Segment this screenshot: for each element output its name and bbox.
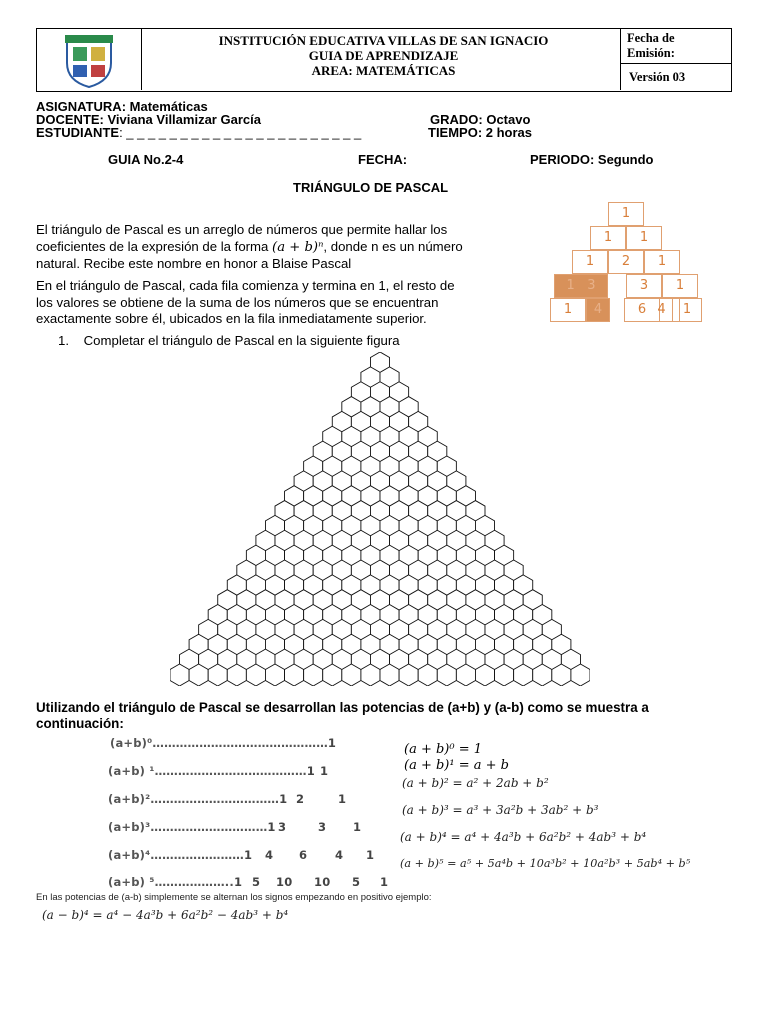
pascal-example [548,200,708,330]
binomial-expression: (a + b)ⁿ [272,239,324,255]
formula-row: (a + b)⁵ = a⁵ + 5a⁴b + 10a³b² + 10a²b³ + 5ab⁴ + b⁵ [400,857,691,870]
example-formula: (a − b)⁴ = a⁴ − 4a³b + 6a²b² − 4ab³ + b⁴ [42,908,289,922]
intro-paragraph-1: El triángulo de Pascal es un arreglo de números que permite hallar los coeficientes de la expresión de la forma (a + b)ⁿ, donde n es un número natural. Recibe este nombre en honor a Blaise Pascal [36,222,463,271]
formula-row: (a + b)⁴ = a⁴ + 4a³b + 6a²b² + 4ab³ + b⁴ [400,830,647,844]
guia-number: GUIA No.2-4 [108,152,184,167]
page-title: TRIÁNGULO DE PASCAL [293,180,449,195]
exercise-item: 1. Completar el triángulo de Pascal en la siguiente figura [58,333,400,348]
powers-heading: Utilizando el triángulo de Pascal se desarrollan las potencias de (a+b) y (a-b) como se muestra a continuación: [36,700,649,731]
hexagon-pascal-triangle [170,352,590,686]
formula-row: (a + b)⁰ = 1 [404,742,483,757]
guide-label: GUIA DE APRENDIZAJE [308,48,459,63]
pascal-cell: 1 [626,226,662,250]
header-meta-cell [620,29,732,90]
fecha-emision: Fecha de Emisión: [627,31,675,60]
pascal-cell: 2 [608,250,644,274]
periodo: PERIODO: Segundo [530,152,654,167]
pascal-cell: 1 [662,274,698,298]
tiempo: TIEMPO: 2 horas [428,125,533,140]
header-title-cell [142,33,625,78]
pascal-cell-highlighted: 1 3 [554,274,608,298]
fecha-label: FECHA: [358,152,408,167]
pascal-cell-highlighted: 4 [586,298,610,322]
pascal-cell: 1 [550,298,586,322]
institution-name: INSTITUCIÓN EDUCATIVA VILLAS DE SAN IGNACIO [218,33,549,48]
power-row: (a+b) ⁵………………..1 5 10 10 5 1 [108,875,389,889]
power-row: (a+b)³…………………………1 3 3 1 [108,820,362,834]
intro-paragraph-2: En el triángulo de Pascal, cada fila comienza y termina en 1, el resto de los valores se obtiene de la suma de los números que se encuentran exactamente sobre él, ubicados en la fila inmediatamente superior. [36,278,455,326]
pascal-cell: 1 [572,250,608,274]
pascal-cell: 3 [626,274,662,298]
grado: GRADO: Octavo [430,112,531,127]
pascal-cell: 4 [644,298,680,322]
power-row: (a+b) ¹…………………………………1 1 [108,764,329,778]
formula-row: (a + b)³ = a³ + 3a²b + 3ab² + b³ [402,803,599,817]
logo-cell [37,29,142,90]
formula-row: (a + b)¹ = a + b [404,758,509,773]
power-row: (a+b)⁴……………………1 4 6 4 1 [108,848,375,862]
asignatura: ASIGNATURA: Matemáticas [36,99,208,114]
power-row: (a+b)⁰………………………………………1 [110,736,337,750]
school-shield-logo [37,29,141,90]
pascal-cell: 1 [644,250,680,274]
version-label: Versión 03 [629,70,686,84]
formula-row: (a + b)² = a² + 2ab + b² [402,776,549,790]
note-text: En las potencias de (a-b) simplemente se alternan los signos empezando en positivo ejemplo: [36,892,432,903]
docente: DOCENTE: Viviana Villamizar García [36,112,261,127]
area-label: AREA: MATEMÁTICAS [311,63,456,78]
pascal-cell: 1 [590,226,626,250]
pascal-cell: 1 [608,202,644,226]
header-table [36,28,732,92]
pascal-cell: 1 [672,298,702,322]
estudiante-line: ESTUDIANTE: _ _ _ _ _ _ _ _ _ _ _ _ _ _ _ _ _ _ _ _ _ _ [36,125,362,140]
pascal-cell: 6 [624,298,660,322]
power-row: (a+b)²……………………………1 2 1 [108,792,347,806]
